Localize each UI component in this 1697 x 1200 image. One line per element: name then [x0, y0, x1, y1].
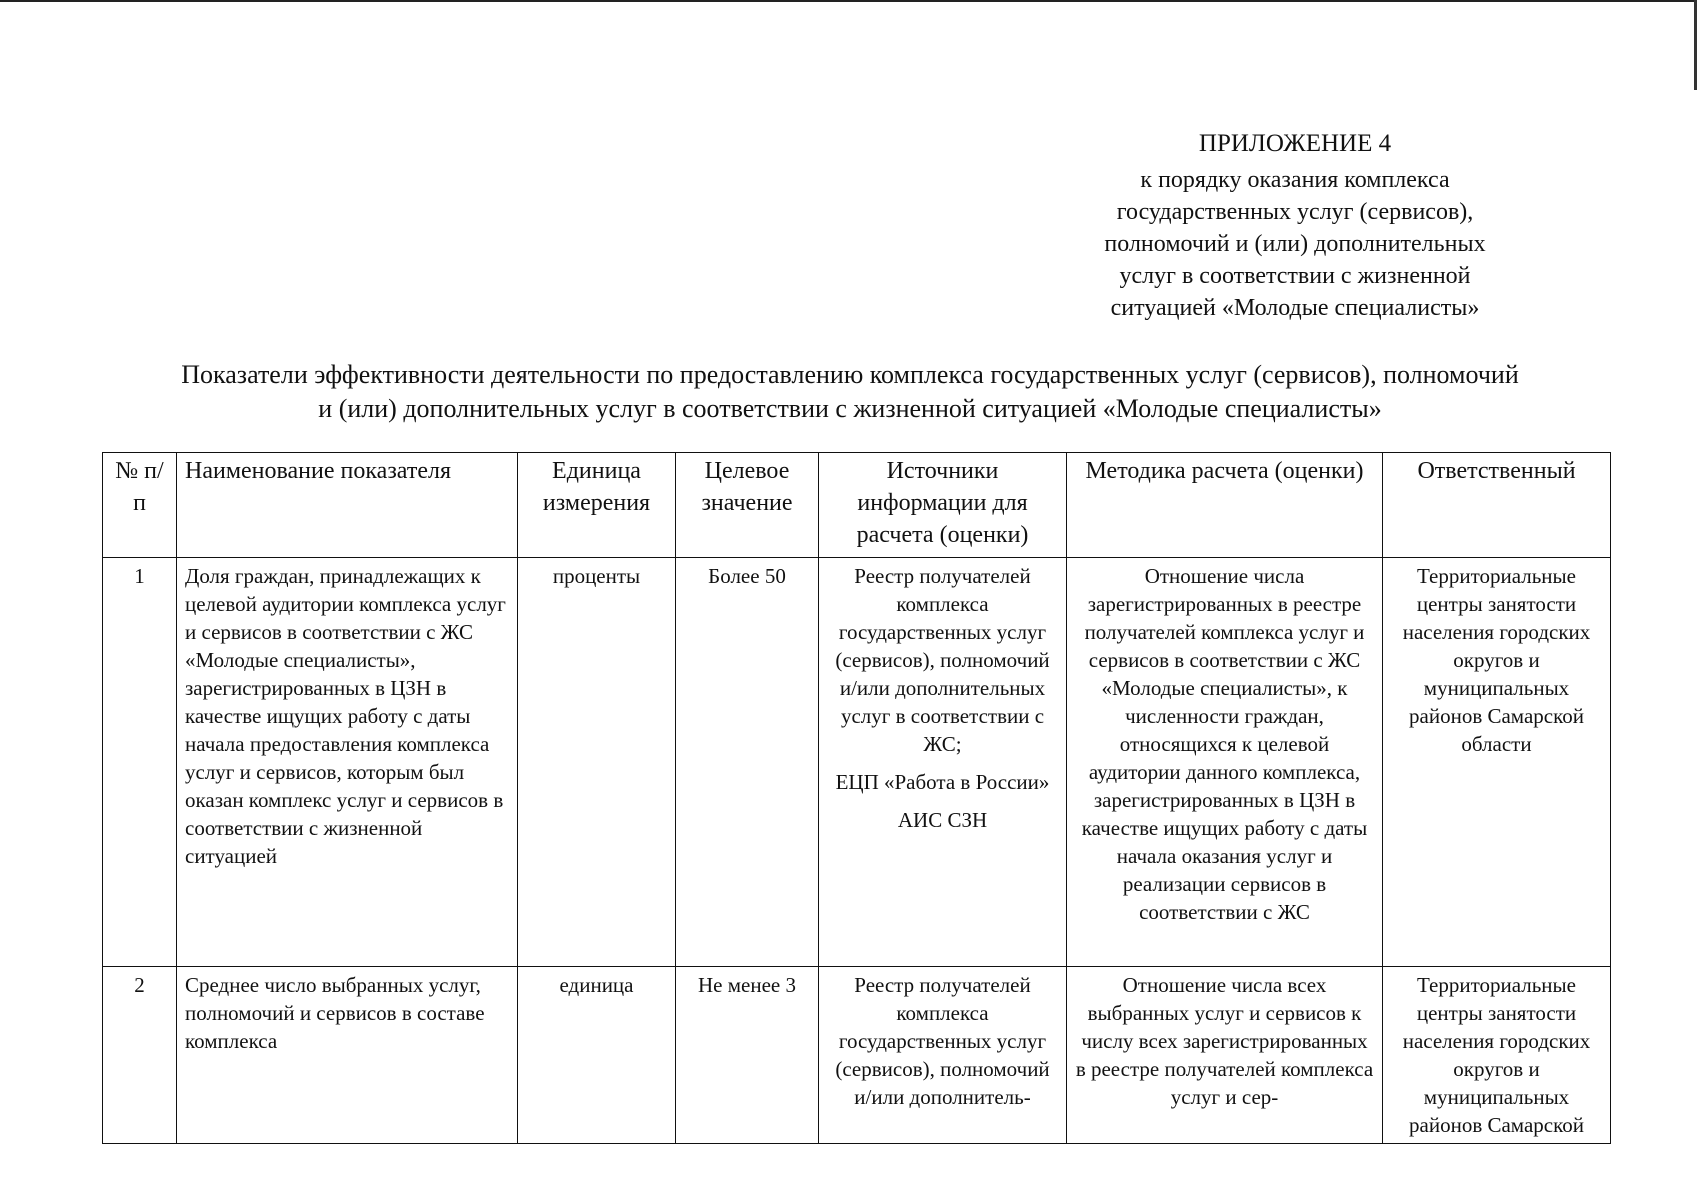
- header-num: № п/п: [103, 453, 177, 558]
- source-item: ЕЦП «Работа в России»: [835, 770, 1050, 794]
- document-title: [90, 358, 1610, 426]
- cell-responsible: Территориальные центры занятости населения городских округов и муниципальных районов Самарской области: [1383, 558, 1611, 967]
- appendix-line: государственных услуг (сервисов),: [1116, 199, 1474, 225]
- table-row: [103, 967, 1611, 1144]
- document-title-line-1: Показатели эффективности деятельности по предоставлению комплекса государственных услуг (сервисов), полномочий: [181, 360, 1519, 389]
- table-row: [103, 558, 1611, 967]
- indicators-table: [102, 452, 1611, 1144]
- table-header-row: [103, 453, 1611, 558]
- appendix-line: услуг в соответствии с жизненной: [1119, 263, 1471, 289]
- header-responsible: Ответственный: [1383, 453, 1611, 558]
- appendix-line: полномочий и (или) дополнительных: [1104, 231, 1486, 257]
- cell-indicator-name: Доля граждан, принадлежащих к целевой аудитории комплекса услуг и сервисов в соответствии с ЖС «Молодые специалисты», зарегистрированных в ЦЗН в качестве ищущих работу с даты начала предоставления комплекса услуг и сервисов, которым был оказан комплекс услуг и сервисов в соответствии с жизненной ситуацией: [177, 558, 518, 967]
- cell-num: 1: [103, 558, 177, 967]
- cell-method: Отношение числа всех выбранных услуг и сервисов к числу всех зарегистрированных в реестре получателей комплекса услуг и сер-: [1067, 967, 1383, 1144]
- cell-target: Более 50: [676, 558, 819, 967]
- appendix-line: ситуацией «Молодые специалисты»: [1110, 295, 1480, 321]
- header-target: Целевое значение: [676, 453, 819, 558]
- header-unit: Единица измерения: [518, 453, 676, 558]
- appendix-line: к порядку оказания комплекса: [1140, 167, 1450, 193]
- appendix-title: ПРИЛОЖЕНИЕ 4: [1198, 130, 1392, 157]
- appendix-header: [1060, 128, 1530, 324]
- header-method: Методика расчета (оценки): [1067, 453, 1383, 558]
- source-item: Реестр получателей комплекса государственных услуг (сервисов), полномочий и/или дополнитель-: [835, 973, 1050, 1109]
- cell-responsible: Территориальные центры занятости населения городских округов и муниципальных районов Самарской: [1383, 967, 1611, 1144]
- header-name: Наименование показателя: [177, 453, 518, 558]
- source-item: Реестр получателей комплекса государственных услуг (сервисов), полномочий и/или дополнительных услуг в соответствии с ЖС;: [835, 564, 1050, 756]
- cell-num: 2: [103, 967, 177, 1144]
- cell-sources: [819, 967, 1067, 1144]
- cell-indicator-name: Среднее число выбранных услуг, полномочий и сервисов в составе комплекса: [177, 967, 518, 1144]
- cell-method: Отношение числа зарегистрированных в реестре получателей комплекса услуг и сервисов в соответствии с ЖС «Молодые специалисты», к численности граждан, относящихся к целевой аудитории данного комплекса, зарегистрированных в ЦЗН в качестве ищущих работу с даты начала оказания услуг и реализации сервисов в соответствии с ЖС: [1067, 558, 1383, 967]
- scan-top-edge: [0, 0, 1697, 2]
- cell-unit: проценты: [518, 558, 676, 967]
- cell-unit: единица: [518, 967, 676, 1144]
- source-item: АИС СЗН: [897, 808, 988, 832]
- cell-sources: [819, 558, 1067, 967]
- cell-target: Не менее 3: [676, 967, 819, 1144]
- header-sources: Источники информации для расчета (оценки): [819, 453, 1067, 558]
- document-title-line-2: и (или) дополнительных услуг в соответствии с жизненной ситуацией «Молодые специалисты»: [318, 394, 1382, 423]
